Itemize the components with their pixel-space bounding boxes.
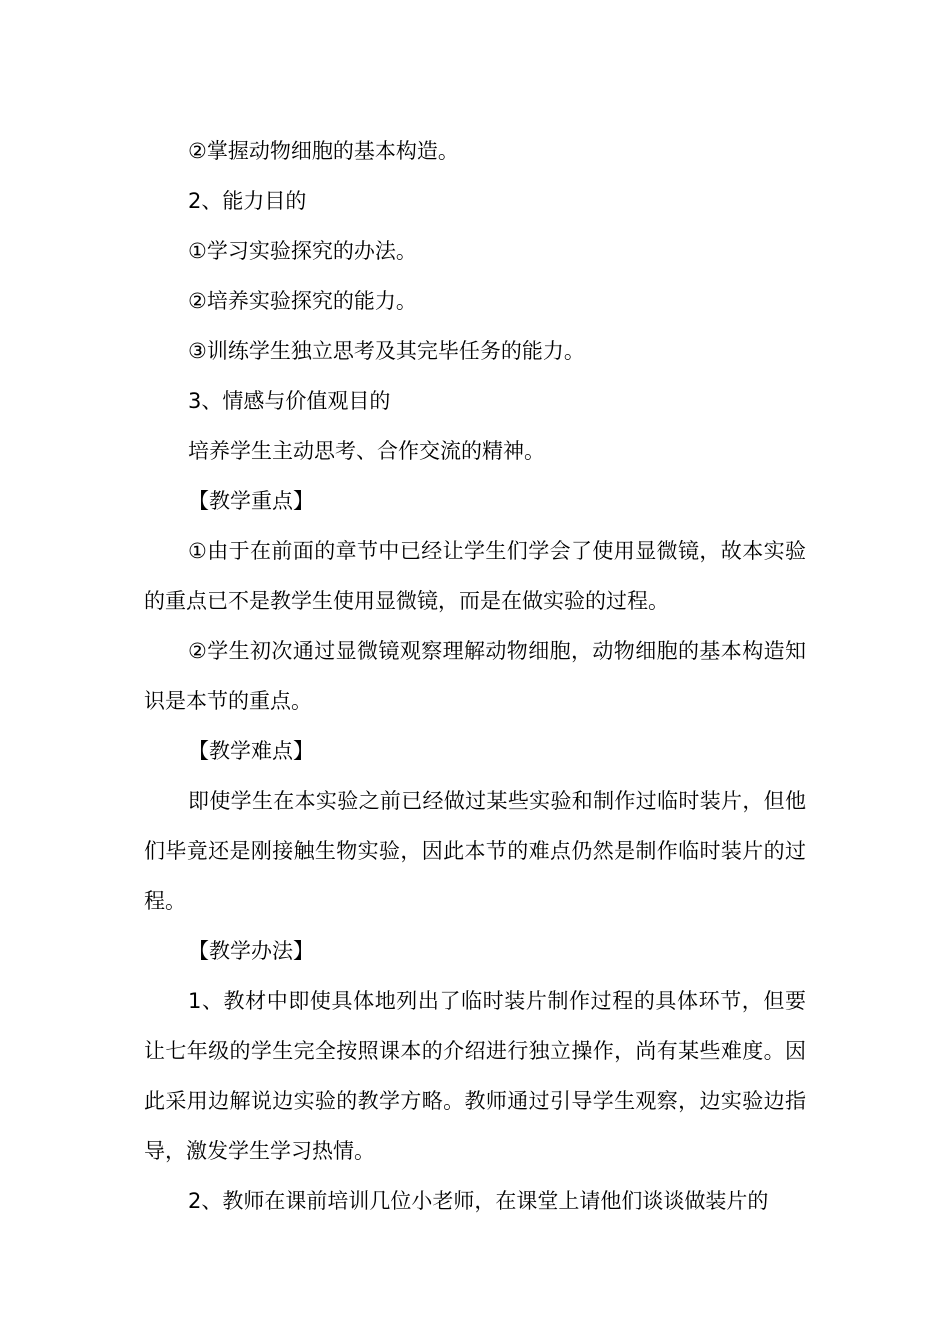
heading-key-points: 【教学重点】 [188,489,314,513]
heading-difficulties: 【教学难点】 [188,739,314,763]
paragraph-learn-method: ①学习实验探究的办法。 [188,239,417,263]
heading-emotion-values: 3、情感与价值观目的 [188,389,391,413]
paragraph-key-point-1: ①由于在前面的章节中已经让学生们学会了使用显微镜，故本实验的重点已不是教学生使用显微镜，而是在做实验的过程。 [144,539,806,613]
paragraph-train-thinking: ③训练学生独立思考及其完毕任务的能力。 [188,339,585,363]
paragraph-difficulty: 即使学生在本实验之前已经做过某些实验和制作过临时装片，但他们毕竟还是刚接触生物实验，因此本节的难点仍然是制作临时装片的过程。 [144,789,806,913]
paragraph-objective-animal-cell: ②掌握动物细胞的基本构造。 [188,139,459,163]
heading-ability-goal: 2、能力目的 [188,189,307,213]
paragraph-method-1: 1、教材中即使具体地列出了临时装片制作过程的具体环节，但要让七年级的学生完全按照课本的介绍进行独立操作，尚有某些难度。因此采用边解说边实验的教学方略。教师通过引导学生观察，边实验边指导，激发学生学习热情。 [144,989,806,1163]
document-body [144,126,806,1226]
paragraph-key-point-2: ②学生初次通过显微镜观察理解动物细胞，动物细胞的基本构造知识是本节的重点。 [144,639,806,713]
paragraph-method-2: 2、教师在课前培训几位小老师，在课堂上请他们谈谈做装片的 [188,1189,769,1213]
paragraph-cooperation: 培养学生主动思考、合作交流的精神。 [188,439,545,463]
heading-teaching-methods: 【教学办法】 [188,939,314,963]
paragraph-develop-ability: ②培养实验探究的能力。 [188,289,417,313]
